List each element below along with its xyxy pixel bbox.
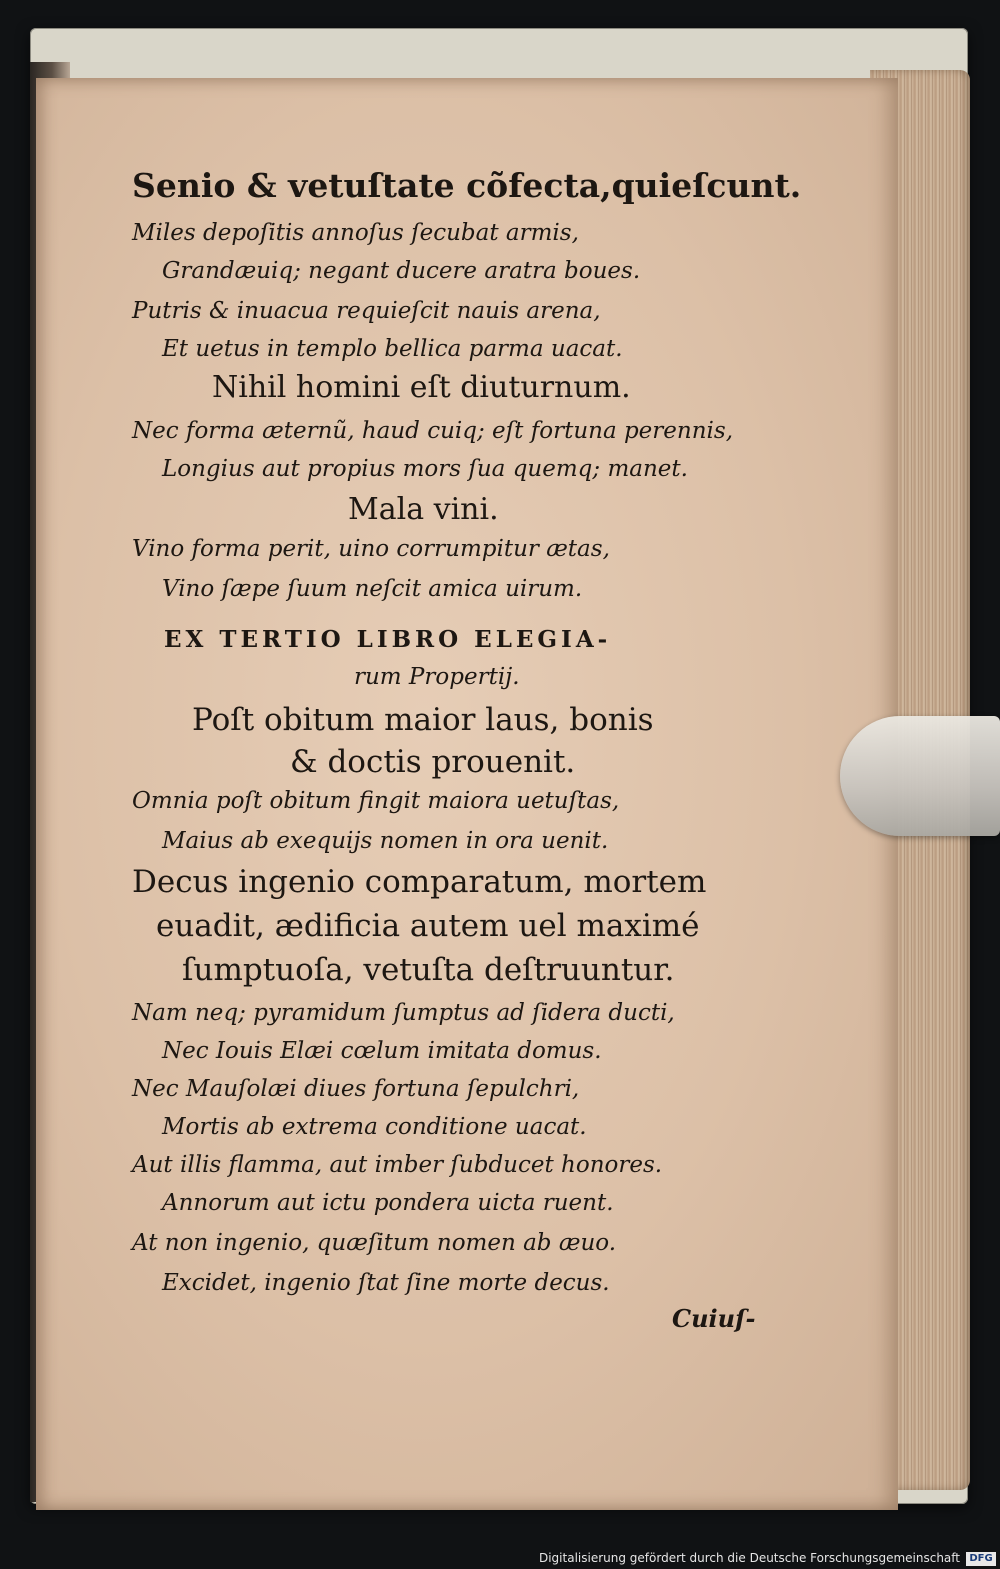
heading-decus-continued: euadit, ædificia autem uel maximé bbox=[156, 908, 700, 944]
verse-line: Nec Iouis Elæi cœlum imitata domus. bbox=[162, 1038, 602, 1064]
verse-line: Nec Mauſolæi diues fortuna ſepulchri, bbox=[132, 1076, 580, 1102]
heading-post-obitum: Poſt obitum maior laus, bonis bbox=[192, 702, 654, 738]
heading-senio: Senio & vetuſtate cõfecta,quieſcunt. bbox=[132, 166, 802, 205]
verse-line: Vino forma perit, uino corrumpitur ætas, bbox=[132, 536, 610, 562]
verse-line: Nam neq; pyramidum ſumptus ad ſidera ducti, bbox=[132, 1000, 675, 1026]
verse-line: Maius ab exequijs nomen in ora uenit. bbox=[162, 828, 609, 854]
verse-line: Nec forma æternũ, haud cuiq; eſt fortuna perennis, bbox=[132, 418, 733, 444]
book-page bbox=[36, 78, 898, 1510]
verse-line: Et uetus in templo bellica parma uacat. bbox=[162, 336, 623, 362]
page-clip bbox=[840, 716, 1000, 836]
verse-line: Longius aut propius mors ſua quemq; manet. bbox=[162, 456, 688, 482]
dfg-logo-icon: DFG bbox=[966, 1552, 996, 1566]
verse-line: At non ingenio, quæſitum nomen ab æuo. bbox=[132, 1230, 617, 1256]
verse-line: Vino ſæpe ſuum neſcit amica uirum. bbox=[162, 576, 583, 602]
heading-post-obitum-continued: & doctis prouenit. bbox=[290, 744, 576, 780]
book-cover bbox=[30, 28, 968, 1504]
funding-credit: Digitalisierung gefördert durch die Deutsche Forschungsgemeinschaft bbox=[538, 1551, 960, 1565]
page-text bbox=[36, 78, 898, 1510]
verse-line: Omnia poſt obitum fingit maiora uetuſtas, bbox=[132, 788, 620, 814]
heading-decus: Decus ingenio comparatum, mortem bbox=[132, 864, 707, 900]
verse-line: Annorum aut ictu pondera uicta ruent. bbox=[162, 1190, 614, 1216]
verse-line: Miles depoſitis annoſus ſecubat armis, bbox=[132, 220, 579, 246]
verse-line: Grandæuiq; negant ducere aratra boues. bbox=[162, 258, 641, 284]
verse-line: Mortis ab extrema conditione uacat. bbox=[162, 1114, 587, 1140]
section-title-continued: rum Propertij. bbox=[354, 664, 520, 690]
heading-mala-vini: Mala vini. bbox=[348, 492, 499, 527]
digitization-footer bbox=[0, 1549, 1000, 1569]
section-title: EX TERTIO LIBRO ELEGIA- bbox=[164, 626, 612, 653]
verse-line: Excidet, ingenio ſtat ſine morte decus. bbox=[162, 1270, 610, 1296]
heading-decus-end: ſumptuoſa, vetuſta deſtruuntur. bbox=[182, 952, 675, 988]
catchword: Cuiuſ- bbox=[672, 1304, 756, 1333]
heading-nihil: Nihil homini eſt diuturnum. bbox=[212, 370, 631, 405]
verse-line: Putris & inuacua requieſcit nauis arena, bbox=[132, 298, 601, 324]
verse-line: Aut illis flamma, aut imber ſubducet honores. bbox=[132, 1152, 663, 1178]
